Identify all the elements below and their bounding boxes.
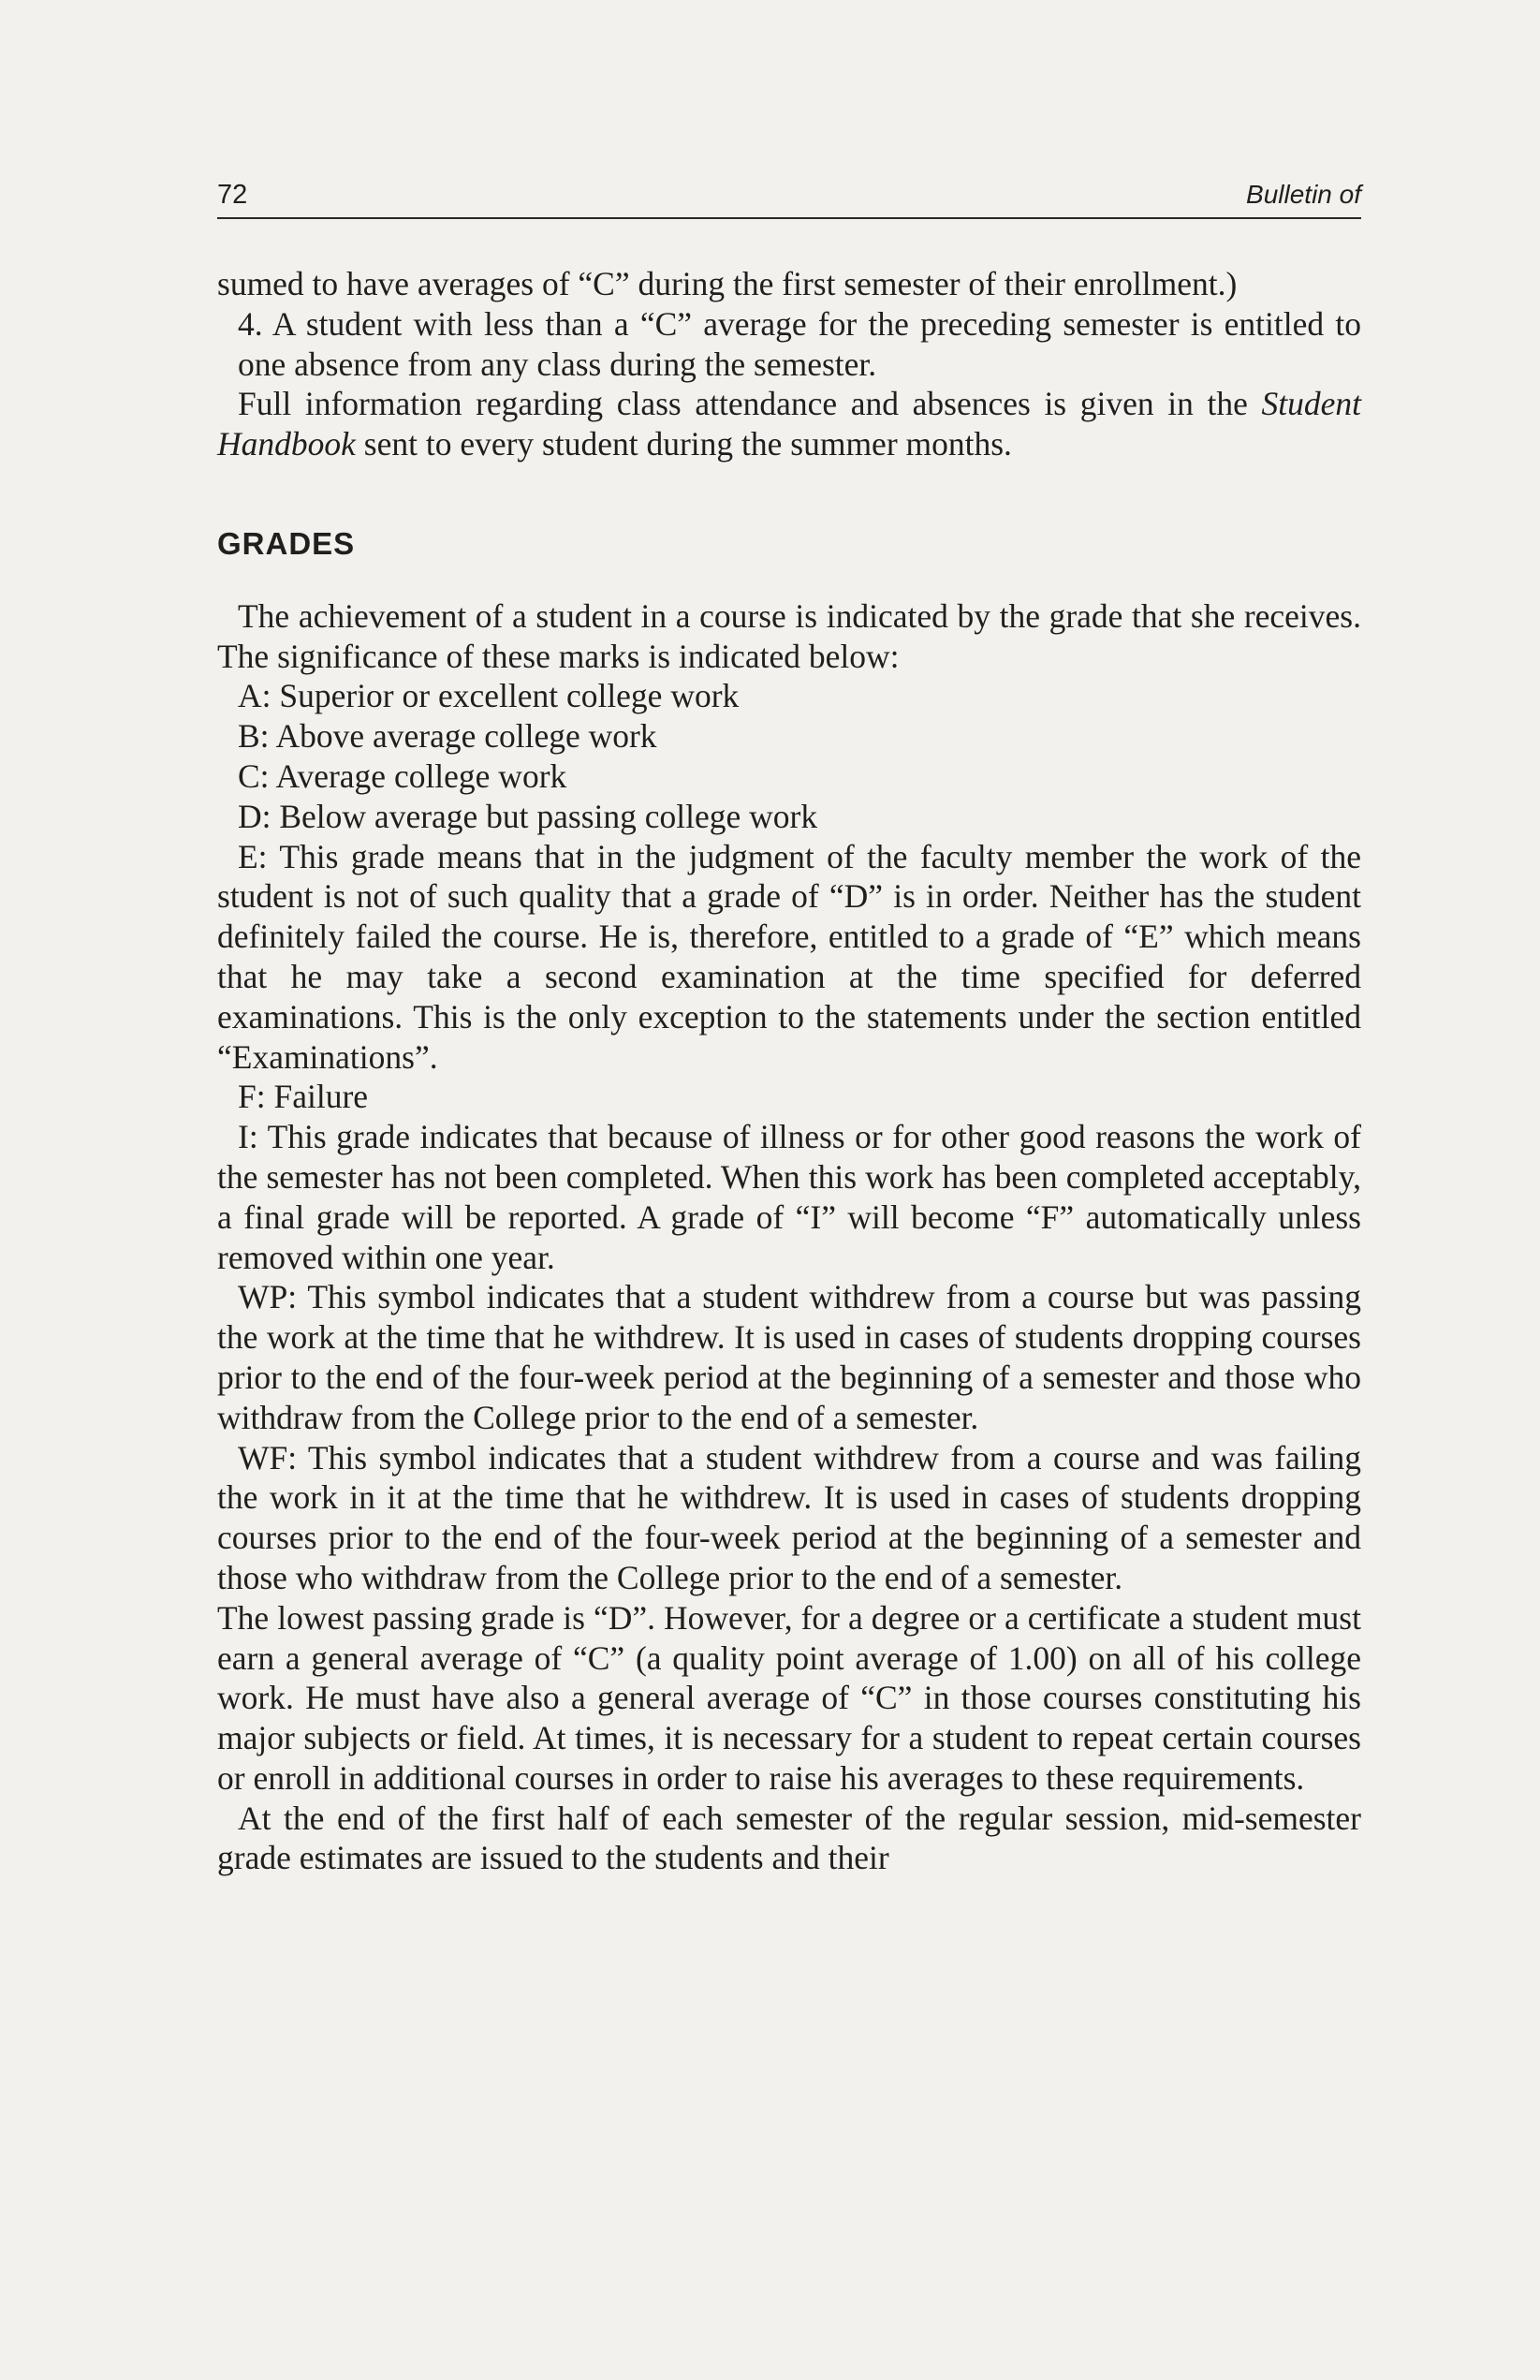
grade-code: WP: [238,1278,298,1316]
grade-code: E: [238,837,268,875]
grade-code: A: [238,677,271,715]
handbook-text-after: sent to every student during the summer months. [355,425,1012,463]
grade-code: I: [238,1118,258,1156]
grade-code: WF: [238,1438,298,1476]
grade-code: D: [238,797,271,835]
grade-description: Average college work [275,757,567,795]
grade-item-f [217,1077,1361,1117]
grade-item-a [217,676,1361,716]
grade-item-b [217,716,1361,757]
grade-item-wf [217,1438,1361,1598]
grade-code: C: [238,757,270,795]
grade-item-d [217,797,1361,837]
grade-item-wp [217,1277,1361,1437]
passing-grade-paragraph: The lowest passing grade is “D”. However, for a degree or a certificate a student must earn a general average of “C” (a quality point average of 1.00) on all of his college work. He must have also a general average of “C” in those courses constituting his major subjects or field. At times, it is necessary for a student to repeat certain courses or enroll in additional courses in order to raise his averages to these requirements. [217,1598,1361,1797]
grade-description: This grade indicates that because of illness or for other good reasons the work of the semester has not been completed. When this work has been completed acceptably, a final grade will be reported. A grade of “I” will become “F” automatically unless removed within one year. [217,1118,1361,1276]
body-text [217,264,1361,1878]
page-number: 72 [217,180,248,210]
mid-semester-paragraph: At the end of the first half of each semester of the regular session, mid-semester grade estimates are issued to the students and their [217,1799,1361,1877]
handbook-text-before: Full information regarding class attendance and absences is given in the [238,385,1262,423]
grade-description: Below average but passing college work [279,797,818,835]
grade-item-c [217,757,1361,797]
paragraph-continuation: sumed to have averages of “C” during the first semester of their enrollment.) [217,265,1238,302]
paragraph-rule-4: 4. A student with less than a “C” average for the preceding semester is entitled to one absence from any class during the semester. [238,304,1361,383]
grade-item-e [217,837,1361,1078]
grade-description: This symbol indicates that a student withdrew from a course but was passing the work at the time that he withdrew. It is used in cases of students dropping courses prior to the end of the four-week period at the beginning of a semester and those who withdraw from the College prior to the end of a semester. [217,1278,1362,1436]
grade-description: This grade means that in the judgment of the faculty member the work of the student is not of such quality that a grade of “D” is in order. Neither has the student definitely failed the course. He is, therefore, entitled to a grade of “E” which means that he may take a second examination at the time specified for deferred examinations. This is the only exception to the statements under the section entitled “Examinations”. [217,837,1361,1076]
section-heading: GRADES [217,525,356,561]
grades-intro: The achievement of a student in a course is indicated by the grade that she receives. The significance of these marks is indicated below: [217,596,1361,675]
grade-code: B: [238,717,270,756]
running-title: Bulletin of [1246,180,1361,209]
grade-description: Superior or excellent college work [279,677,740,715]
grade-description: Failure [273,1078,369,1116]
grade-description: This symbol indicates that a student withdrew from a course and was failing the work in it at the time that he withdrew. It is used in cases of students dropping courses prior to the end of the four-week period at the beginning of a semester and those who withdraw from the College prior to the end of a semester. [217,1438,1362,1596]
grade-code: F: [238,1078,266,1116]
handbook-title: Student Handbook [217,385,1361,463]
grade-description: Above average college work [275,717,657,756]
grade-item-i [217,1117,1361,1277]
paragraph-handbook [217,384,1361,464]
running-head [217,180,1361,219]
